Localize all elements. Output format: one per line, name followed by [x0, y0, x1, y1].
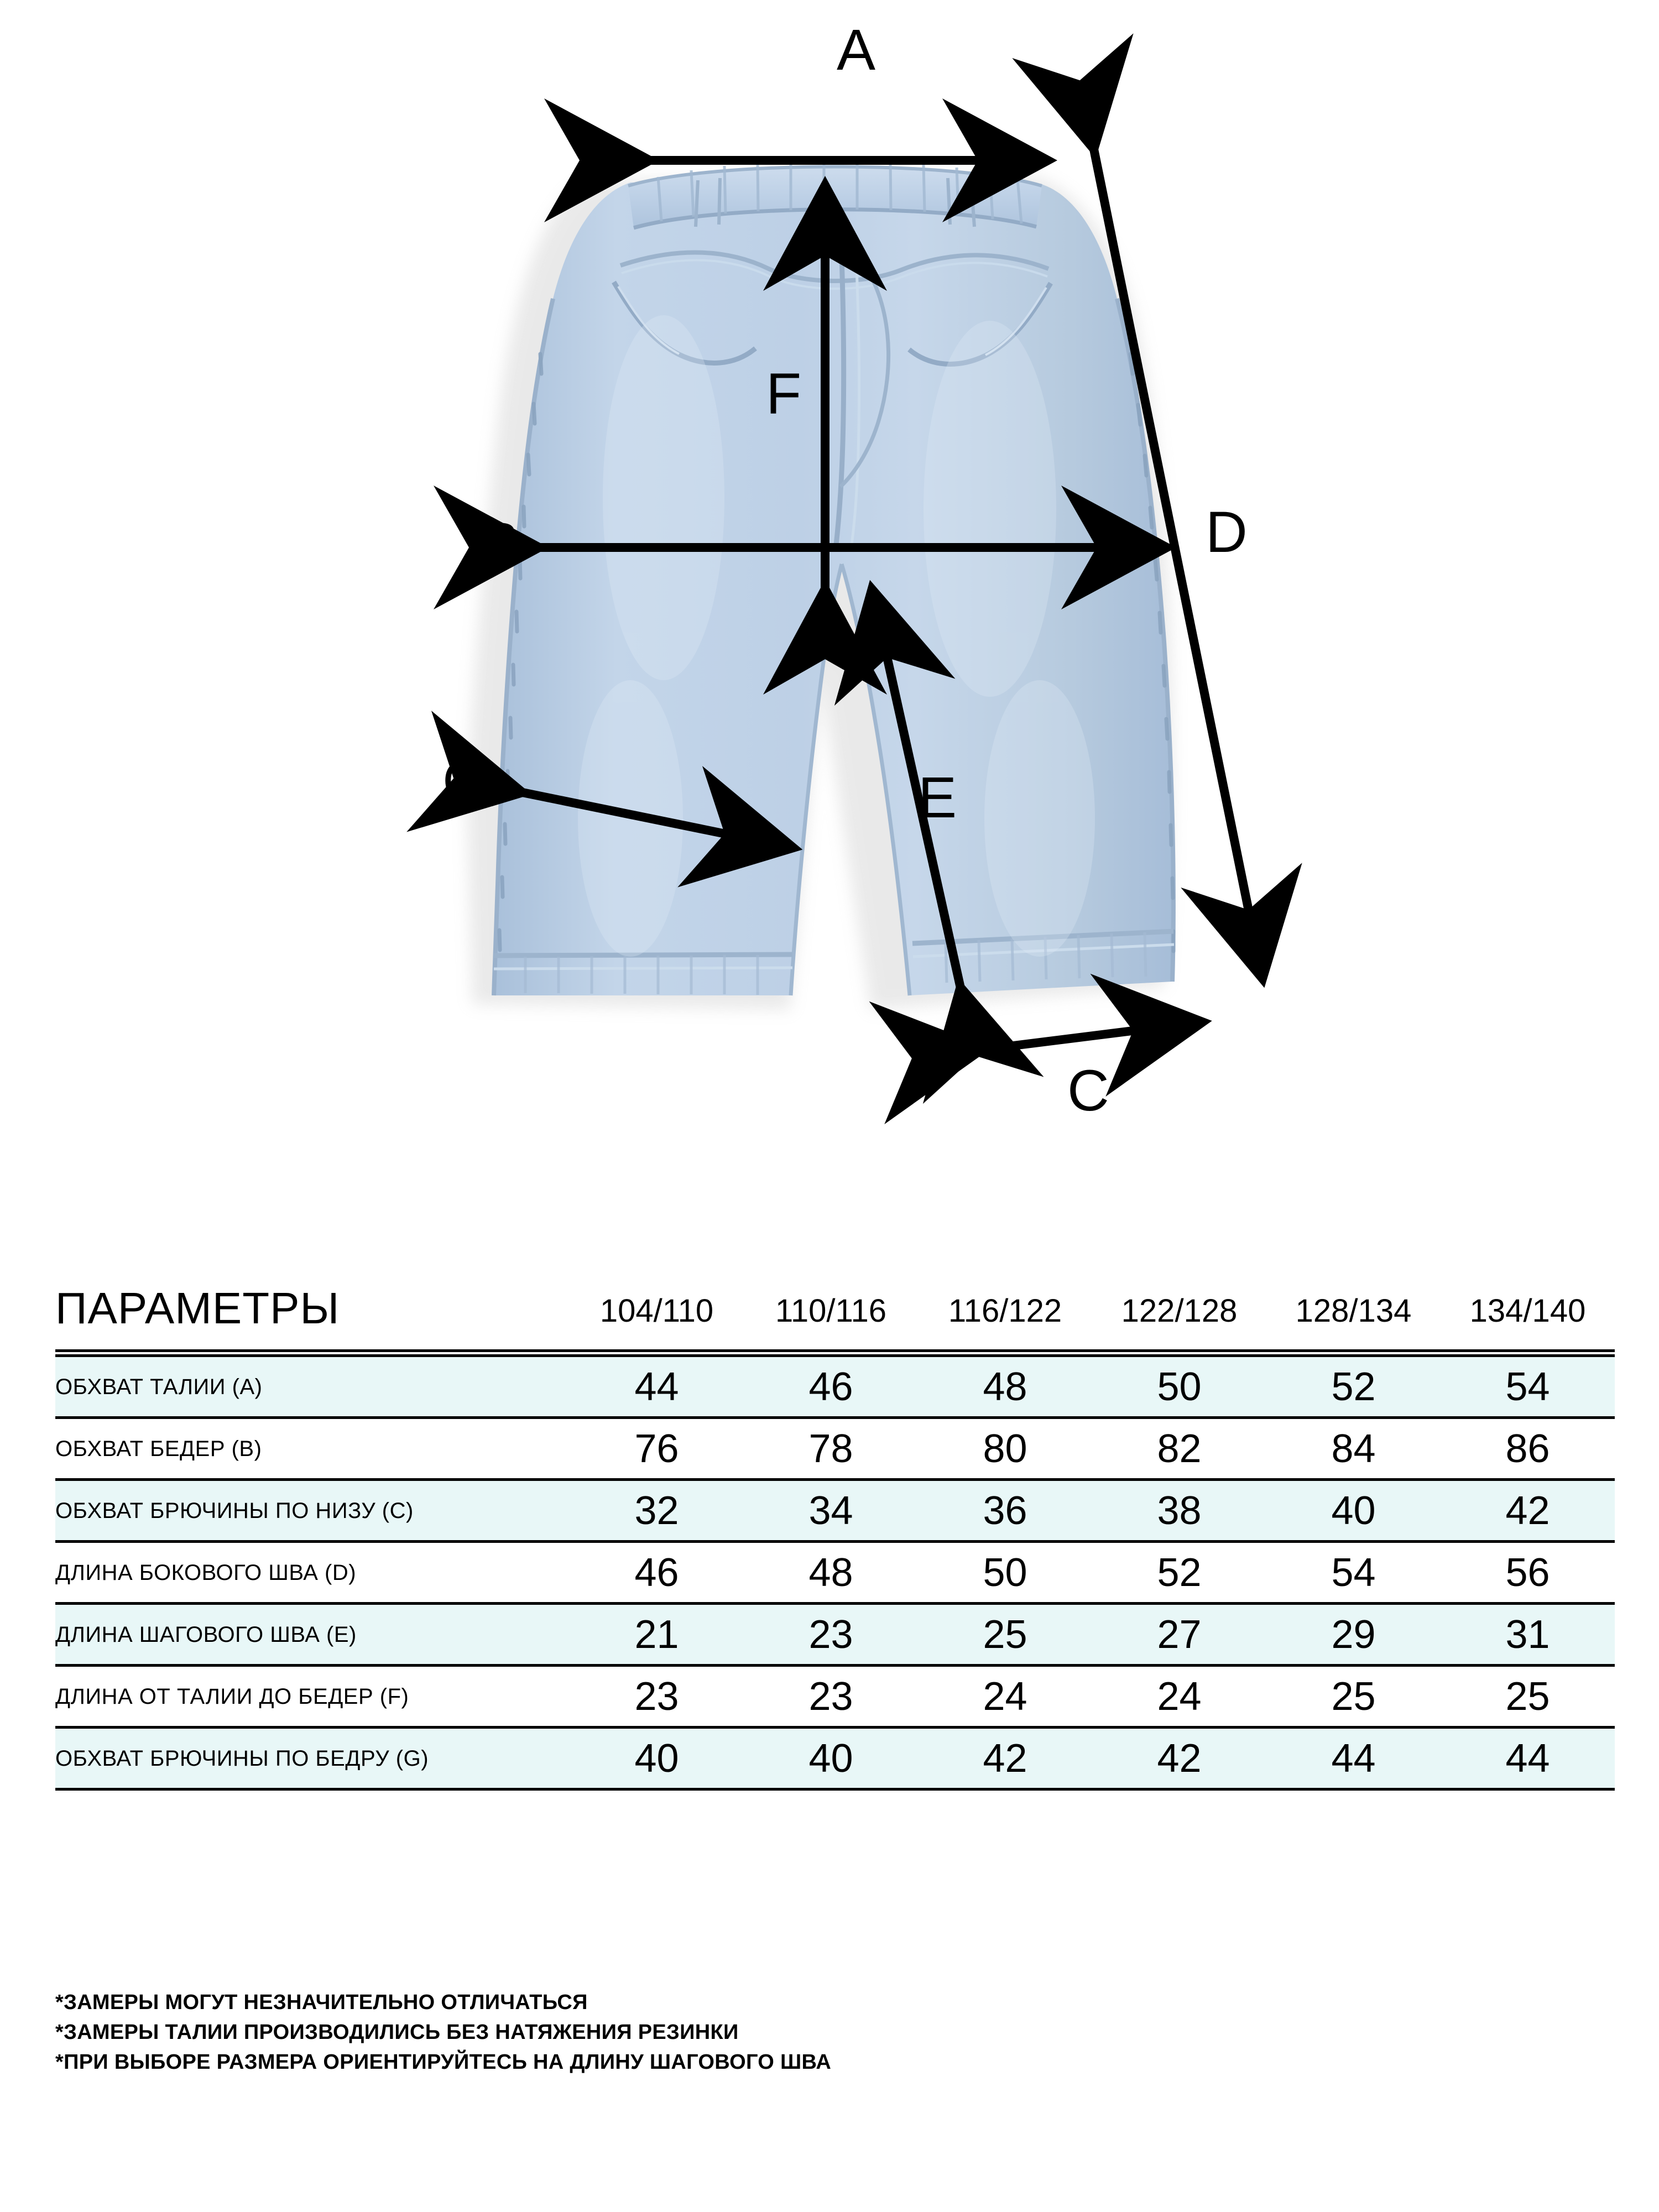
- measurement-value: 42: [1505, 1488, 1550, 1533]
- size-column-headers: [570, 1295, 1615, 1333]
- size-table: [55, 1266, 1615, 1791]
- measurement-value: 42: [983, 1736, 1027, 1781]
- dimension-label-G: G: [442, 749, 488, 813]
- measurement-value: 42: [1157, 1736, 1202, 1781]
- measurement-values: [570, 1612, 1615, 1657]
- footnote-line: *ЗАМЕРЫ МОГУТ НЕЗНАЧИТЕЛЬНО ОТЛИЧАТЬСЯ: [55, 1991, 588, 2014]
- footnotes: [55, 1988, 1493, 2078]
- measurement-value: 25: [1505, 1674, 1550, 1719]
- table-row: [55, 1419, 1615, 1481]
- measurement-label: ОБХВАТ БРЮЧИНЫ ПО БЕДРУ (G): [55, 1746, 429, 1771]
- measurement-value: 48: [983, 1364, 1027, 1409]
- measurement-value: 46: [808, 1364, 853, 1409]
- measurement-label: ДЛИНА ШАГОВОГО ШВА (E): [55, 1622, 357, 1647]
- table-header-row: [55, 1266, 1615, 1333]
- measurement-value: 78: [808, 1426, 853, 1471]
- dimension-label-F: F: [766, 362, 802, 426]
- hem-left-seam: [494, 954, 792, 956]
- footnote-line: *ЗАМЕРЫ ТАЛИИ ПРОИЗВОДИЛИСЬ БЕЗ НАТЯЖЕНИЯ РЕЗИНКИ: [55, 2020, 739, 2044]
- measurement-value: 54: [1331, 1550, 1376, 1595]
- measurement-values: [570, 1674, 1615, 1719]
- measurement-value: 29: [1331, 1612, 1376, 1657]
- measurement-value: 23: [808, 1612, 853, 1657]
- measurement-label: ОБХВАТ БРЮЧИНЫ ПО НИЗУ (C): [55, 1498, 414, 1523]
- measurement-value: 40: [808, 1736, 853, 1781]
- measurement-value: 46: [634, 1550, 679, 1595]
- measurement-value: 25: [983, 1612, 1027, 1657]
- table-row: [55, 1357, 1615, 1419]
- measurement-value: 50: [1157, 1364, 1202, 1409]
- measurement-values: [570, 1426, 1615, 1471]
- table-row: [55, 1543, 1615, 1605]
- measurement-value: 25: [1331, 1674, 1376, 1719]
- measurement-value: 44: [1331, 1736, 1376, 1781]
- measurement-value: 48: [808, 1550, 853, 1595]
- table-row: [55, 1667, 1615, 1729]
- measurement-value: 54: [1505, 1364, 1550, 1409]
- measurement-value: 24: [1157, 1674, 1202, 1719]
- arrow-C: [973, 1023, 1194, 1051]
- size-column-header: 122/128: [1121, 1293, 1238, 1329]
- measurement-value: 44: [1505, 1736, 1550, 1781]
- measurement-value: 23: [634, 1674, 679, 1719]
- dimension-label-A: A: [837, 18, 876, 82]
- measurement-value: 34: [808, 1488, 853, 1533]
- measurement-value: 82: [1157, 1426, 1202, 1471]
- measurement-label: ОБХВАТ БЕДЕР (B): [55, 1436, 262, 1461]
- size-column-header: 116/122: [948, 1293, 1062, 1329]
- table-row: [55, 1729, 1615, 1791]
- measurement-value: 44: [634, 1364, 679, 1409]
- measurement-value: 40: [1331, 1488, 1376, 1533]
- dimension-label-D: D: [1206, 500, 1248, 565]
- table-title: ПАРАМЕТРЫ: [55, 1284, 340, 1333]
- dimension-label-E: E: [918, 765, 957, 830]
- hem-left-topstitch: [494, 968, 792, 969]
- jeans-illustration: [494, 160, 1174, 995]
- measurement-label: ДЛИНА ОТ ТАЛИИ ДО БЕДЕР (F): [55, 1684, 409, 1709]
- measurement-value: 38: [1157, 1488, 1202, 1533]
- measurement-value: 40: [634, 1736, 679, 1781]
- measurement-value: 80: [983, 1426, 1027, 1471]
- measurement-value: 50: [983, 1550, 1027, 1595]
- size-column-header: 110/116: [775, 1293, 887, 1329]
- size-column-header: 104/110: [599, 1293, 714, 1329]
- measurement-value: 32: [634, 1488, 679, 1533]
- header-divider: [55, 1349, 1615, 1357]
- measurement-values: [570, 1488, 1615, 1533]
- measurement-value: 24: [983, 1674, 1027, 1719]
- measurement-value: 31: [1505, 1612, 1550, 1657]
- size-column-header: 134/140: [1469, 1293, 1586, 1329]
- measurement-value: 52: [1331, 1364, 1376, 1409]
- measurement-label: ОБХВАТ ТАЛИИ (A): [55, 1374, 263, 1399]
- measurement-label: ДЛИНА БОКОВОГО ШВА (D): [55, 1560, 357, 1585]
- measurement-value: 76: [634, 1426, 679, 1471]
- measurement-value: 84: [1331, 1426, 1376, 1471]
- measurement-value: 27: [1157, 1612, 1202, 1657]
- measurement-value: 52: [1157, 1550, 1202, 1595]
- measurement-value: 21: [634, 1612, 679, 1657]
- dimension-label-B: B: [481, 511, 520, 576]
- dimension-label-C: C: [1067, 1058, 1109, 1123]
- footnote-line: *ПРИ ВЫБОРЕ РАЗМЕРА ОРИЕНТИРУЙТЕСЬ НА ДЛИНУ ШАГОВОГО ШВА: [55, 2050, 832, 2074]
- measurement-value: 23: [808, 1674, 853, 1719]
- measurement-value: 56: [1505, 1550, 1550, 1595]
- table-row: [55, 1481, 1615, 1543]
- measurement-value: 86: [1505, 1426, 1550, 1471]
- measurement-values: [570, 1364, 1615, 1409]
- measurement-value: 36: [983, 1488, 1027, 1533]
- size-column-header: 128/134: [1295, 1293, 1412, 1329]
- measurement-values: [570, 1736, 1615, 1781]
- measurement-values: [570, 1550, 1615, 1595]
- table-row: [55, 1605, 1615, 1667]
